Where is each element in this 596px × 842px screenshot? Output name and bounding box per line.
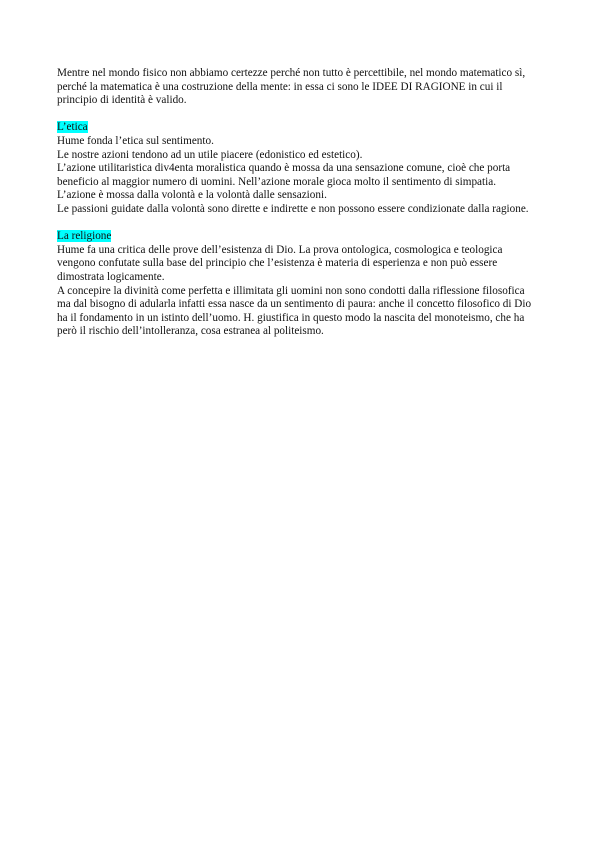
paragraph-gap xyxy=(57,217,537,231)
etica-line: Le nostre azioni tendono ad un utile piacere (edonistico ed estetico). xyxy=(57,148,363,161)
etica-line: Hume fonda l’etica sul sentimento. xyxy=(57,134,214,147)
religione-line: A concepire la divinità come perfetta e illimitata gli uomini non sono condotti dalla riflessione filosofica ma dal bisogno di adularla infatti essa nasce da un sentimento di paura: anche il concetto filosofico di Dio ha il fondamento in un istinto dell’uomo. H. giustifica in questo modo la nascita del monoteismo, che ha però il rischio dell’intolleranza, cosa estranea al politeismo. xyxy=(57,284,532,338)
document-page xyxy=(57,67,537,339)
etica-heading: L’etica xyxy=(57,121,88,134)
religione-line: Hume fa una critica delle prove dell’esistenza di Dio. La prova ontologica, cosmologica e teologica vengono confutate sulla base del principio che l’esistenza è materia di esperienza e non può essere dimostrata logicamente. xyxy=(57,243,503,283)
section-religione xyxy=(57,230,537,339)
etica-line: L’azione è mossa dalla volontà e la volontà dalle sensazioni. xyxy=(57,189,327,202)
religione-heading: La religione xyxy=(57,230,112,243)
paragraph-gap xyxy=(57,108,537,122)
section-etica xyxy=(57,121,537,216)
etica-line: L’azione utilitaristica div4enta moralistica quando è mossa da una sensazione comune, cioè che porta beneficio al maggior numero di uomini. Nell’azione morale gioca molto il sentimento di simpatia. xyxy=(57,162,511,188)
intro-paragraph: Mentre nel mondo fisico non abbiamo certezze perché non tutto è percettibile, nel mondo matematico sì, perché la matematica è una costruzione della mente: in essa ci sono le IDEE DI RAGIONE in cui il principio di identità è valido. xyxy=(57,67,526,107)
etica-line: Le passioni guidate dalla volontà sono dirette e indirette e non possono essere condizionate dalla ragione. xyxy=(57,202,529,215)
